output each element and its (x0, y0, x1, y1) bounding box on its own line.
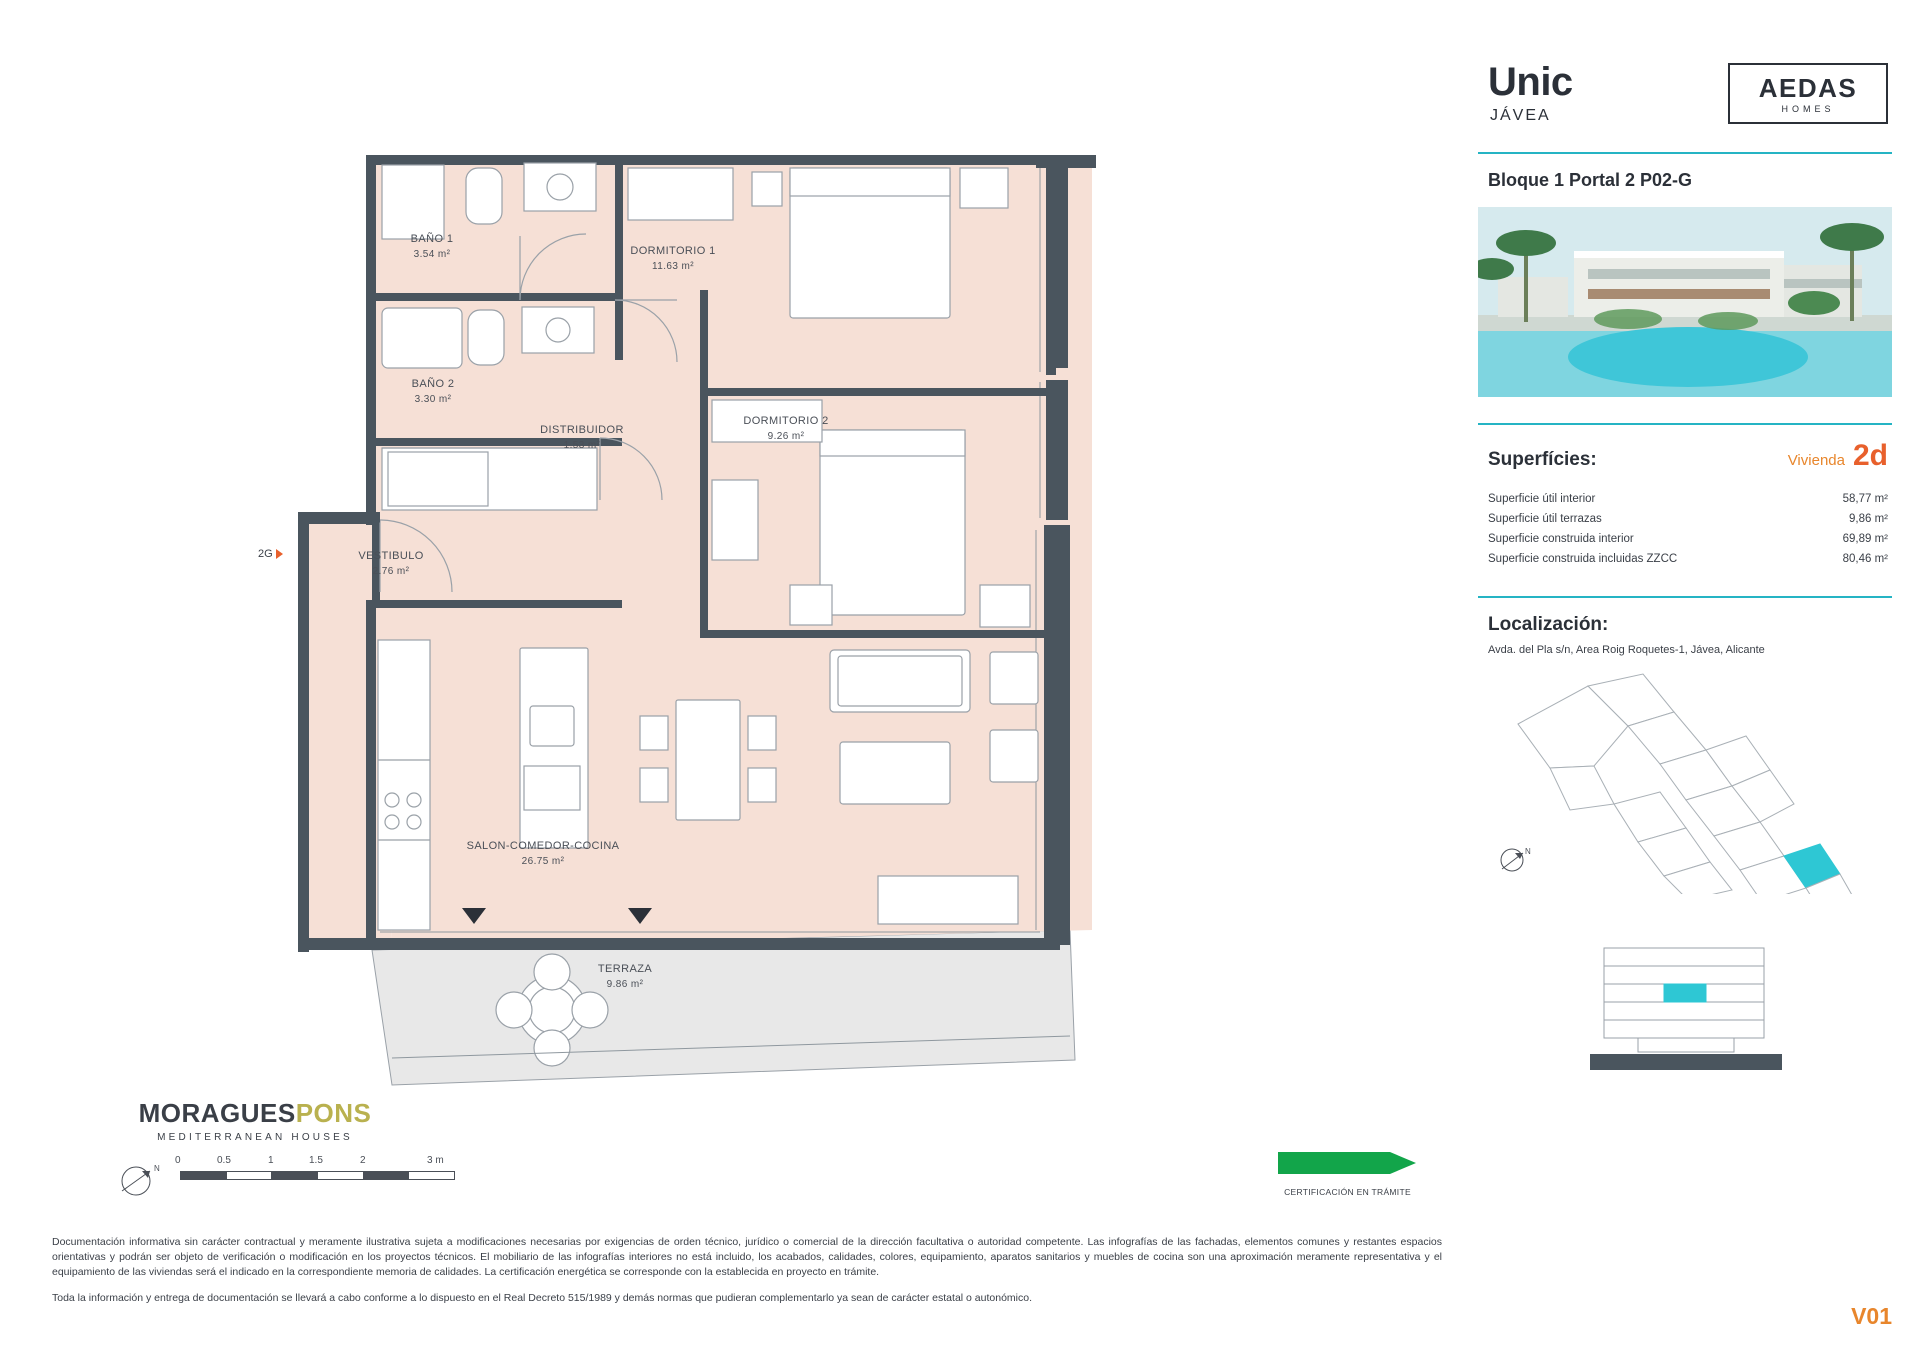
surfaces-header (1478, 425, 1892, 471)
project-name: Unic (1488, 60, 1573, 104)
disclaimer-paragraph-2: Toda la información y entrega de documentación se llevará a cabo conforme a lo dispuesto en el Real Decreto 515/1989 y demás normas que pudieran complementarlo ya sean de carácter estatal o autonómico. (52, 1291, 1032, 1304)
unit-type-badge (1788, 441, 1888, 471)
building-diagram-drawing (1478, 942, 1892, 1072)
room-area: 2.76 m² (372, 565, 410, 577)
architect-name-part2: PONS (295, 1098, 372, 1128)
green-arrow-icon (1278, 1150, 1418, 1176)
scale-tick: 0.5 (217, 1155, 231, 1166)
svg-text:N: N (154, 1164, 160, 1173)
room-area: 11.63 m² (652, 260, 694, 272)
surface-label: Superficie construida incluidas ZZCC (1488, 553, 1678, 566)
surface-value: 9,86 m² (1849, 513, 1888, 526)
project-brand (1488, 62, 1573, 124)
room-label-vestibulo (311, 549, 471, 579)
scale-tick: 1.5 (309, 1155, 323, 1166)
architect-logo (105, 1098, 405, 1143)
location-address: Avda. del Pla s/n, Area Roig Roquetes-1, Jávea, Alicante (1488, 643, 1765, 656)
surface-label: Superficie útil terrazas (1488, 513, 1602, 526)
room-name: VESTIBULO (358, 550, 424, 562)
table-row (1488, 509, 1888, 529)
room-area: 9.86 m² (606, 978, 644, 990)
room-area: 1.53 m² (563, 439, 601, 451)
site-plan-drawing (1478, 664, 1892, 894)
room-label-bano-2 (353, 377, 513, 407)
surface-label: Superficie útil interior (1488, 493, 1596, 505)
surface-label: Superficie construida interior (1488, 533, 1634, 546)
surfaces-table (1478, 489, 1892, 570)
scale-tick: 2 (360, 1155, 366, 1166)
project-location: JÁVEA (1490, 107, 1551, 124)
north-label: N (1525, 846, 1531, 856)
certification-text: CERTIFICACIÓN EN TRÁMITE (1284, 1187, 1411, 1197)
developer-logo (1728, 63, 1888, 124)
surfaces-title: Superfícies: (1488, 449, 1597, 470)
room-name: BAÑO 1 (410, 233, 454, 245)
room-label-dormitorio-1 (593, 244, 753, 274)
info-panel (1450, 0, 1920, 1358)
north-arrow-icon (112, 1157, 172, 1203)
room-area: 9.26 m² (767, 430, 805, 442)
site-plan-map (1478, 664, 1892, 894)
door-direction-icon (276, 549, 283, 559)
scale-tick: 1 (268, 1155, 274, 1166)
highlighted-floor (1664, 984, 1706, 1002)
unit-type-label: Vivienda (1787, 452, 1845, 469)
table-row (1488, 489, 1888, 509)
scale-bar-group (60, 1155, 444, 1205)
room-name: DORMITORIO 1 (630, 245, 716, 257)
room-area: 26.75 m² (521, 855, 565, 867)
door-tag-2g (258, 548, 283, 560)
room-label-salon-comedor-cocina (423, 839, 663, 869)
door-tag-label: 2G (258, 548, 273, 560)
scale-tick: 3 m (427, 1155, 444, 1166)
room-name: DISTRIBUIDOR (540, 424, 624, 436)
table-row (1488, 549, 1888, 569)
surface-value: 80,46 m² (1842, 553, 1888, 566)
scale-tick: 0 (175, 1155, 181, 1166)
developer-name: AEDAS (1758, 72, 1858, 103)
building-render-image (1478, 207, 1892, 397)
surface-value: 69,89 m² (1842, 533, 1888, 546)
room-name: SALON-COMEDOR-COCINA (466, 840, 620, 852)
ground-base (1590, 1054, 1782, 1070)
room-area: 3.54 m² (413, 248, 451, 260)
room-label-dormitorio-2 (706, 414, 866, 444)
terrace-slab (372, 930, 1075, 1085)
scale-bar (180, 1171, 455, 1180)
energy-certification-badge (1255, 1150, 1440, 1197)
room-label-terraza (545, 962, 705, 992)
surface-value: 58,77 m² (1842, 493, 1888, 505)
room-area: 3.30 m² (414, 393, 452, 405)
architect-tagline: MEDITERRANEAN HOUSES (157, 1132, 353, 1143)
room-name: DORMITORIO 2 (743, 415, 829, 427)
location-title: Localización: (1488, 613, 1609, 635)
north-arrow-icon (1501, 847, 1531, 871)
unit-type-value: 2d (1852, 439, 1888, 472)
brand-row (1478, 0, 1892, 124)
room-label-bano-1 (352, 232, 512, 262)
disclaimer-paragraph-1: Documentación informativa sin carácter contractual y meramente ilustrativa sujeta a modificaciones necesarias por exigencias de orden técnico, jurídico o comercial de la dirección facultativa o autoridad competente. Las infografías de las fachadas, elementos comunes y restantes espacios orientativas y podrán ser objeto de verificación o modificación en los proyectos técnicos. El mobiliario de las infografías interiores no está incluido, los acabados, calidades, colores, equipamiento, aparatos sanitarios y muebles de cocina son una aproximación meramente representativa y el equipamiento de las viviendas será el indicado en la correspondiente memoria de calidades. La certificación energética se corresponde con la establecida en proyecto en trámite. (52, 1236, 1442, 1279)
room-name: BAÑO 2 (411, 378, 455, 390)
disclaimer (52, 1235, 1442, 1316)
render-illustration (1478, 207, 1892, 397)
developer-sub: HOMES (1781, 103, 1835, 114)
building-floor-diagram (1478, 942, 1892, 1062)
table-row (1488, 529, 1888, 549)
architect-name-part1: MORAGUES (138, 1098, 296, 1128)
room-name: TERRAZA (597, 963, 653, 975)
unit-title: Bloque 1 Portal 2 P02-G (1488, 170, 1693, 190)
room-label-distribuidor (502, 423, 662, 453)
document-version: V01 (1851, 1303, 1892, 1329)
